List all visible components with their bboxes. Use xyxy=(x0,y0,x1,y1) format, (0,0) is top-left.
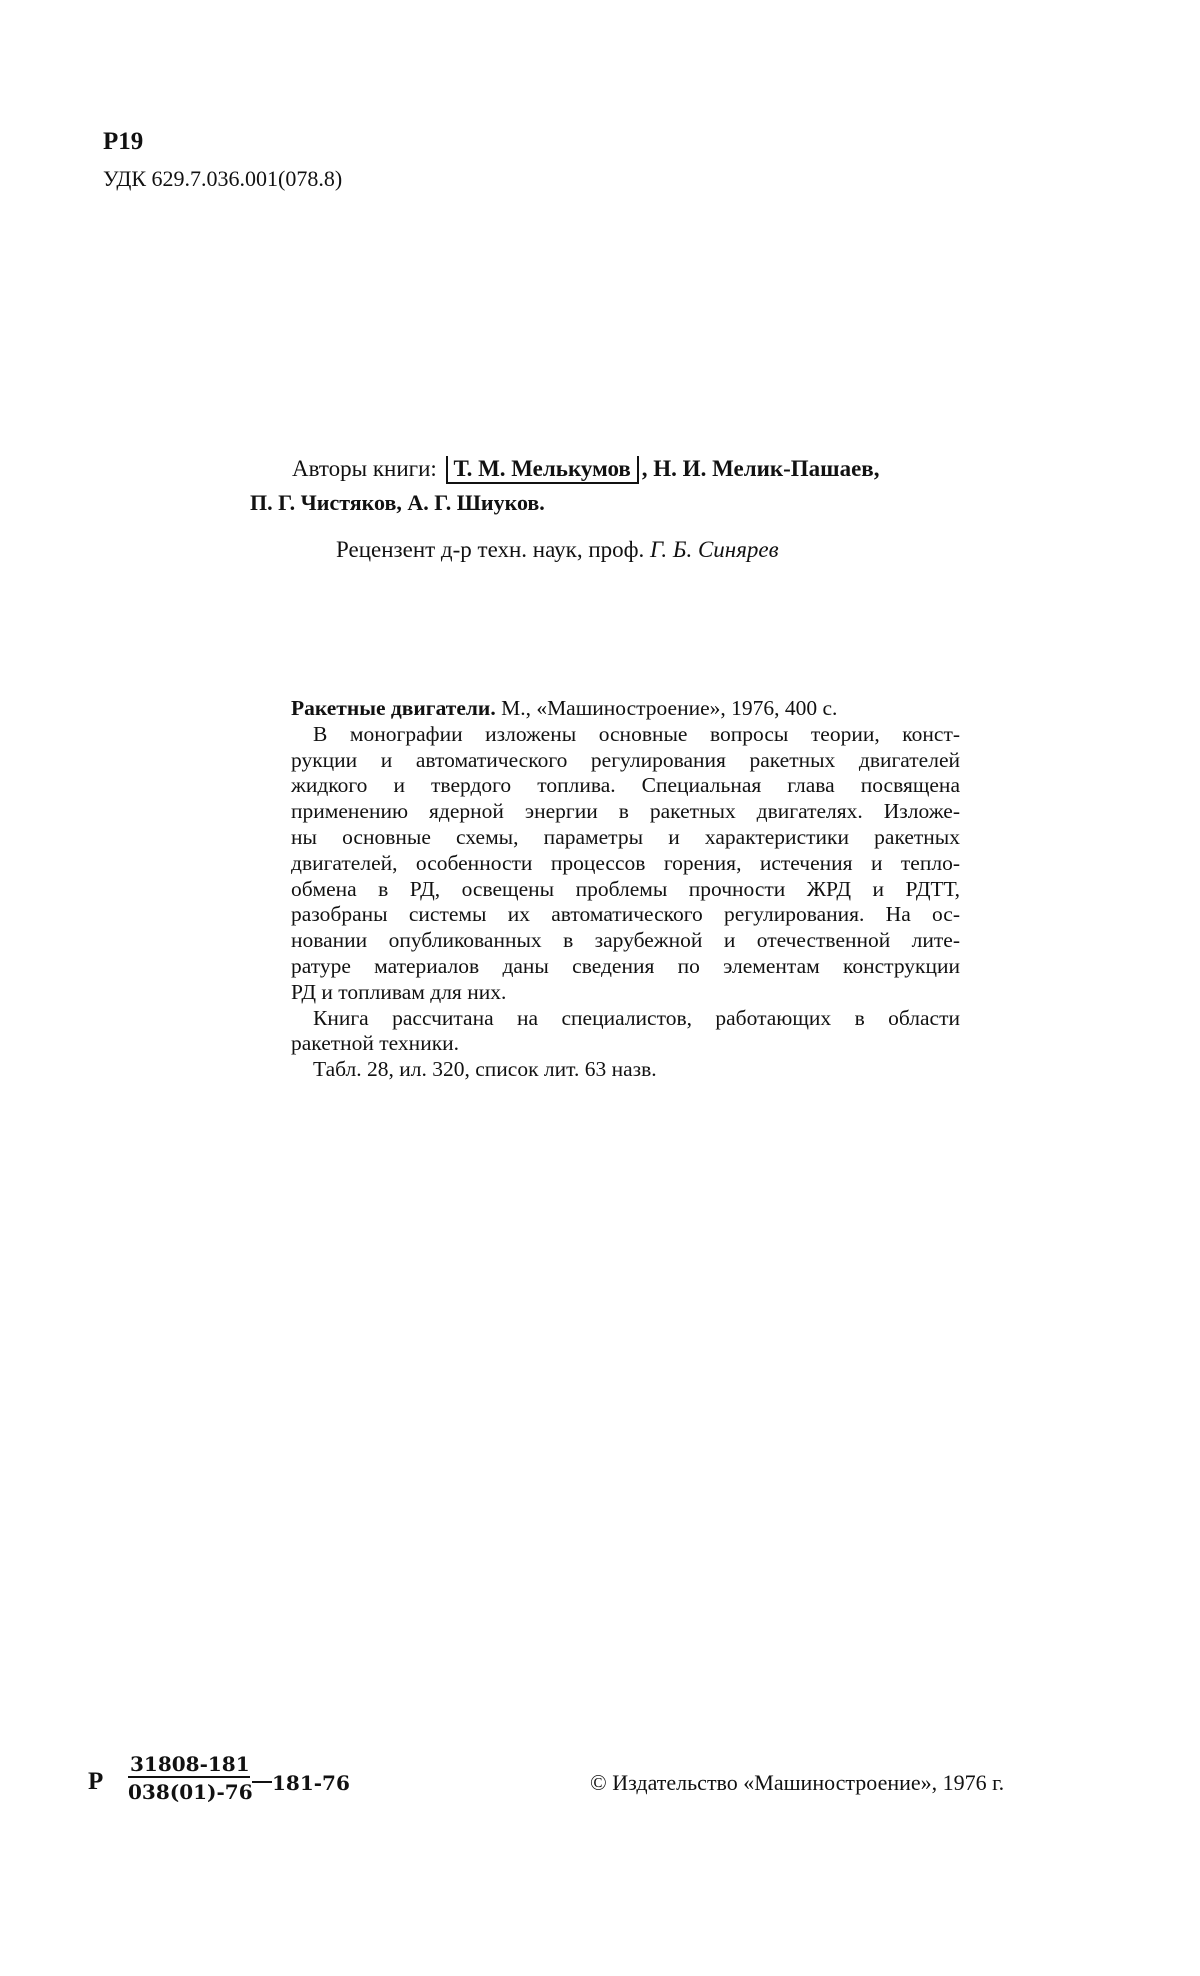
book-stats: Табл. 28, ил. 320, список лит. 63 назв. xyxy=(313,1057,657,1082)
fraction-connector xyxy=(252,1781,272,1783)
copyright-notice: © Издательство «Машиностроение», 1976 г. xyxy=(590,1770,1005,1795)
abstract-line: ратуре материалов даны сведения по элементам конструкции xyxy=(291,953,960,978)
fraction-denominator: 038(01)-76 xyxy=(128,1776,250,1804)
book-title: Ракетные двигатели. xyxy=(291,696,496,720)
abstract-line: разобраны системы их автоматического регулирования. На ос- xyxy=(291,902,960,927)
catalog-fraction xyxy=(128,1752,253,1804)
abstract-line: рукции и автоматического регулирования ракетных двигателей xyxy=(291,747,960,772)
footer-letter: Р xyxy=(88,1768,104,1795)
abstract-line: новании опубликованных в зарубежной и отечественной лите- xyxy=(291,928,960,953)
abstract-line: двигателей, особенности процессов горения, истечения и тепло- xyxy=(291,850,960,875)
authors-prefix: Авторы книги: xyxy=(292,456,437,481)
reviewer-prefix: Рецензент д-р техн. наук, проф. xyxy=(336,537,645,562)
classification-code: Р19 xyxy=(103,128,144,155)
abstract-heading xyxy=(291,696,960,722)
authors-line-2: П. Г. Чистяков, А. Г. Шиуков. xyxy=(250,490,545,515)
audience-line-2: ракетной техники. xyxy=(291,1031,460,1056)
authors-line xyxy=(292,456,879,484)
book-imprint: М., «Машиностроение», 1976, 400 с. xyxy=(495,696,838,720)
udk-code: УДК 629.7.036.001(078.8) xyxy=(103,166,343,191)
abstract-body xyxy=(291,722,960,1006)
fraction-tail: 181-76 xyxy=(272,1771,350,1795)
abstract-line: ны основные схемы, параметры и характеристики ракетных xyxy=(291,824,960,849)
abstract-line: обмена в РД, освещены проблемы прочности ЖРД и РДТТ, xyxy=(291,876,960,901)
audience-line-1: Книга рассчитана на специалистов, работающих в области xyxy=(313,1005,960,1030)
abstract-line: В монографии изложены основные вопросы теории, конст- xyxy=(313,721,960,746)
fraction-numerator: 31808-181 xyxy=(130,1752,250,1776)
reviewer-line xyxy=(336,537,779,563)
boxed-author: Т. М. Мелькумов xyxy=(446,456,639,484)
authors-rest: , Н. И. Мелик-Пашаев, xyxy=(641,456,880,481)
abstract xyxy=(291,696,960,1083)
abstract-line: РД и топливам для них. xyxy=(291,979,507,1004)
abstract-line: применению ядерной энергии в ракетных двигателях. Изложе- xyxy=(291,799,960,824)
reviewer-name: Г. Б. Синярев xyxy=(650,537,779,562)
abstract-line: жидкого и твердого топлива. Специальная глава посвящена xyxy=(291,773,960,798)
